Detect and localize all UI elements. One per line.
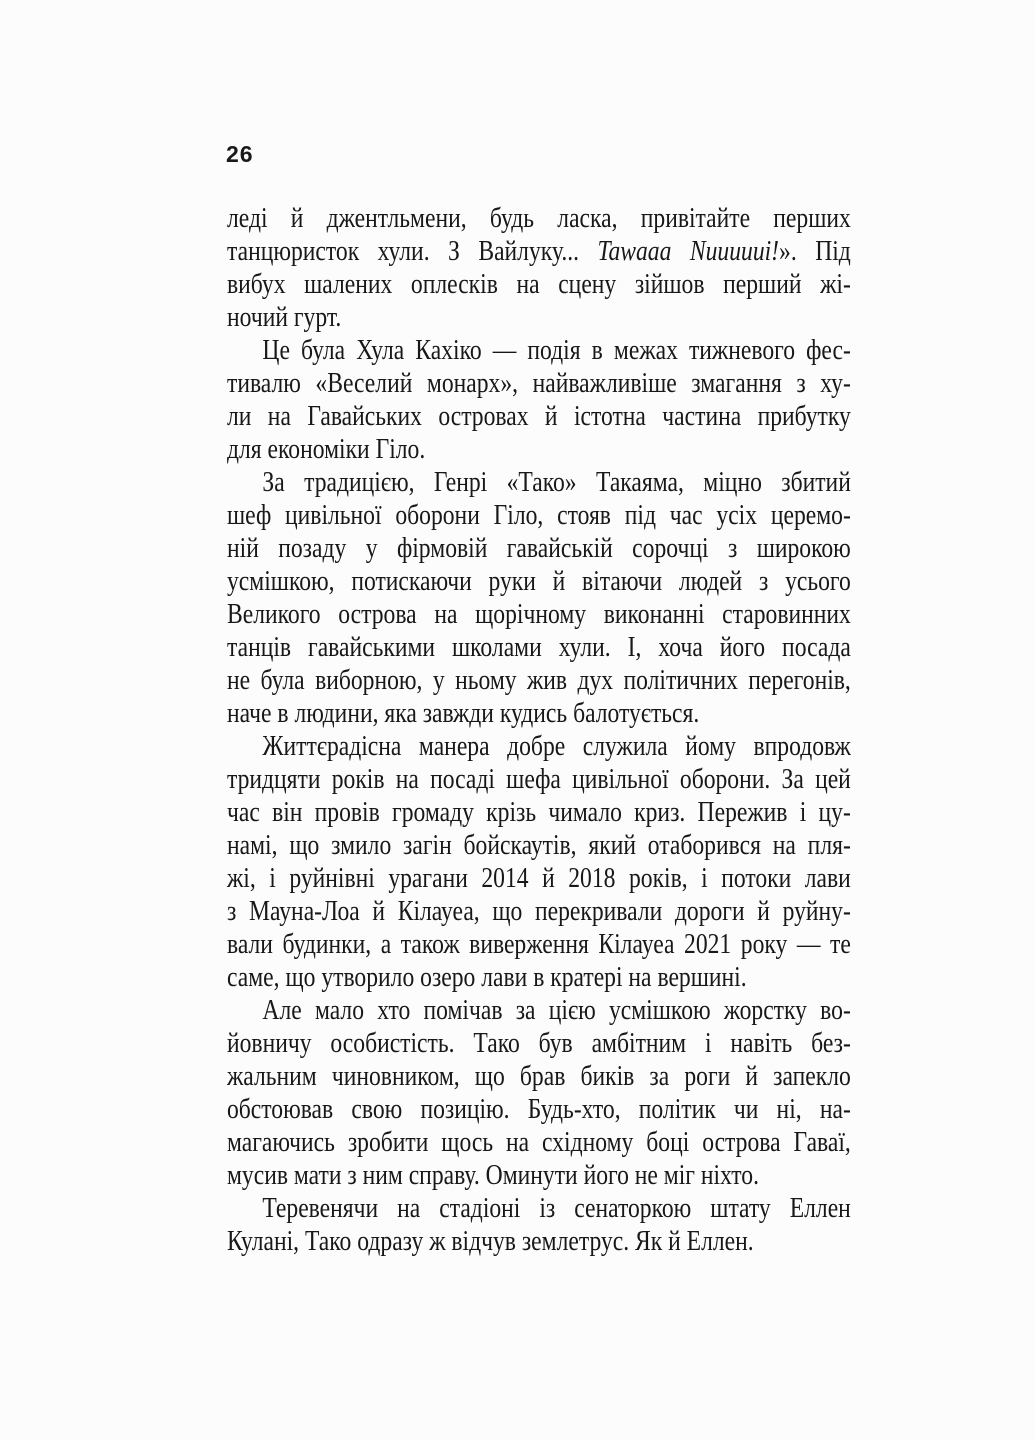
text-segment: тивалю «Веселий монарх», найважливіше змагання з ху- (227, 368, 851, 399)
text-line (227, 961, 851, 994)
text-segment: наче в людини, яка завжди кудись балотується. (227, 698, 700, 729)
text-segment: саме, що утворило озеро лави в кратері на вершині. (227, 962, 747, 993)
text-line (227, 928, 851, 961)
text-line (227, 763, 851, 796)
text-segment: магаючись зробити щось на східному боці острова Гаваї, (227, 1127, 851, 1158)
text-line (227, 598, 851, 631)
text-line (227, 202, 851, 235)
text-segment: тридцяти років на посаді шефа цивільної оборони. За цей (227, 764, 851, 795)
text-line (227, 400, 851, 433)
text-line (227, 631, 851, 664)
text-segment: ». Під (779, 236, 851, 267)
text-line (227, 532, 851, 565)
text-segment: усмішкою, потискаючи руки й вітаючи людей з усього (227, 566, 851, 597)
text-line (227, 1159, 851, 1192)
text-segment: з Мауна-Лоа й Кілауеа, що перекривали дороги й руйну- (227, 896, 851, 927)
text-line (227, 796, 851, 829)
text-segment: леді й джентльмени, будь ласка, привітайте перших (227, 203, 851, 234)
text-segment: обстоював свою позицію. Будь-хто, політик чи ні, на- (227, 1094, 851, 1125)
text-line (227, 1225, 851, 1258)
text-segment: Це була Хула Кахіко — подія в межах тижневого фес- (262, 335, 851, 366)
italic-phrase: Tawaaa Nuuuuui! (597, 236, 780, 267)
text-line (227, 994, 851, 1027)
text-segment: За традицією, Генрі «Тако» Такаяма, міцно збитий (262, 467, 851, 498)
text-line (227, 466, 851, 499)
text-line (227, 1126, 851, 1159)
text-line (227, 697, 851, 730)
text-line (227, 565, 851, 598)
text-line (227, 1060, 851, 1093)
text-segment: вали будинки, а також виверження Кілауеа 2021 року — те (227, 929, 851, 960)
text-line (227, 730, 851, 763)
text-segment: мусив мати з ним справу. Оминути його не міг ніхто. (227, 1160, 760, 1191)
text-line (227, 862, 851, 895)
text-line (227, 1192, 851, 1225)
page-number: 26 (226, 141, 254, 167)
text-segment: намі, що змило загін бойскаутів, який отаборився на пля- (227, 830, 851, 861)
text-segment: не була виборною, у ньому жив дух політичних перегонів, (227, 665, 851, 696)
text-segment: жальним чиновником, що брав биків за роги й запекло (227, 1061, 851, 1092)
text-block (227, 202, 851, 1258)
text-segment: жі, і руйнівні урагани 2014 й 2018 років, і потоки лави (227, 863, 851, 894)
text-line (227, 268, 851, 301)
text-line (227, 301, 851, 334)
text-line (227, 367, 851, 400)
text-line (227, 829, 851, 862)
text-segment: Життєрадісна манера добре служила йому впродовж (262, 731, 851, 762)
text-segment: час він провів громаду крізь чимало криз. Пережив і цу- (227, 797, 851, 828)
text-line (227, 235, 851, 268)
text-line (227, 1093, 851, 1126)
text-segment: ли на Гавайських островах й істотна частина прибутку (227, 401, 851, 432)
text-segment: для економіки Гіло. (227, 434, 426, 465)
text-line (227, 334, 851, 367)
text-line (227, 895, 851, 928)
text-segment: Але мало хто помічав за цією усмішкою жорстку во- (262, 995, 851, 1026)
text-segment: Теревенячи на стадіоні із сенаторкою штату Еллен (262, 1193, 851, 1224)
text-line (227, 499, 851, 532)
text-segment: шеф цивільної оборони Гіло, стояв під час усіх церемо- (227, 500, 851, 531)
text-line (227, 433, 851, 466)
text-segment: вибух шалених оплесків на сцену зійшов перший жі- (227, 269, 851, 300)
text-segment: ній позаду у фірмовій гавайській сорочці з широкою (227, 533, 851, 564)
text-segment: ночий гурт. (227, 302, 342, 333)
text-segment: Кулані, Тако одразу ж відчув землетрус. Як й Еллен. (227, 1226, 754, 1257)
text-line (227, 1027, 851, 1060)
text-segment: танцюристок хули. З Вайлуку... (227, 236, 598, 267)
text-line (227, 664, 851, 697)
text-segment: йовничу особистість. Тако був амбітним і навіть без- (227, 1028, 851, 1059)
text-segment: Великого острова на щорічному виконанні старовинних (227, 599, 851, 630)
text-segment: танців гавайськими школами хули. І, хоча його посада (227, 632, 851, 663)
